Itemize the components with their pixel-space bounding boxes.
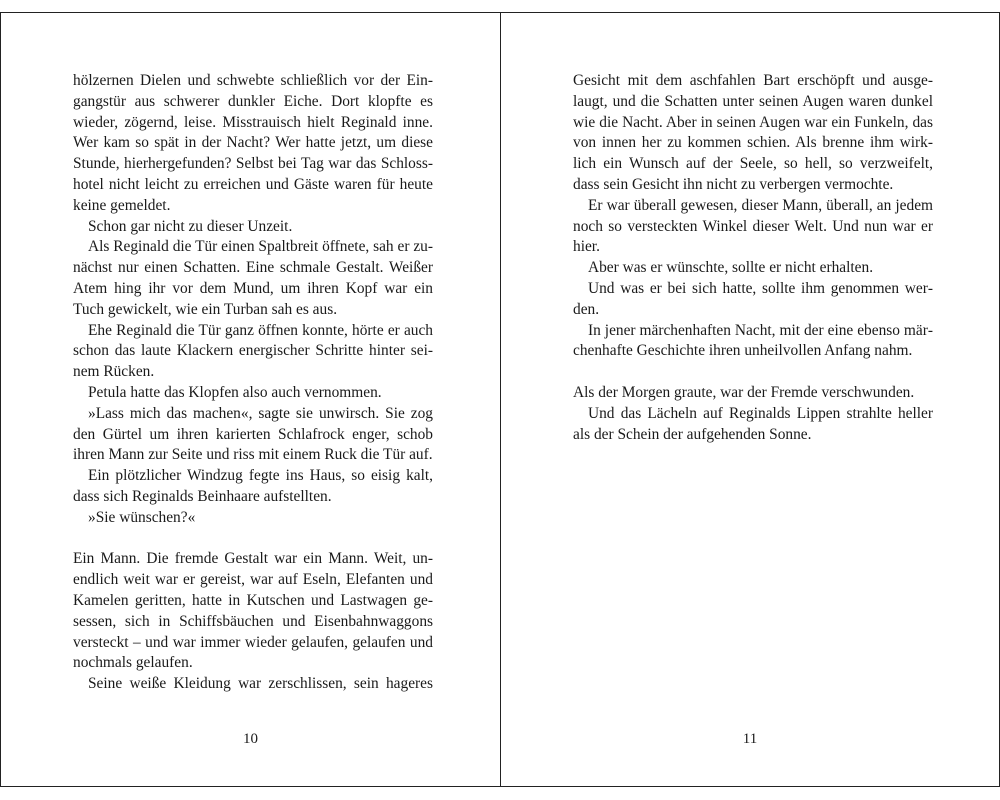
paragraph: Ein Mann. Die fremde Gestalt war ein Mann. Weit, unendlich weit war er gereist, war auf Eseln, Elefanten und Kamelen geritten, hatte in Kutschen und Lastwagen gesessen, sich in Schiffsbäuchen und Eisenbahnwaggons versteckt – und war immer wieder gelaufen, gelaufen und nochmals gelaufen. xyxy=(73,550,433,672)
section-break xyxy=(73,529,433,550)
paragraph: Gesicht mit dem aschfahlen Bart erschöpft und ausgelaugt, und die Schatten unter seinen Augen waren dunkel wie die Nacht. Aber in seinen Augen war ein Funkeln, das von innen her zu kommen schien. Als brenne ihm wirklich ein Wunsch auf der Seele, so hell, so verzweifelt, dass sein Gesicht ihn nicht zu verbergen vermochte. xyxy=(573,72,933,193)
page-number: 11 xyxy=(742,731,758,747)
paragraph: Und was er bei sich hatte, sollte ihm genommen werden. xyxy=(573,279,933,318)
right-page-text xyxy=(573,71,933,445)
paragraph: In jener märchenhaften Nacht, mit der eine ebenso märchenhafte Geschichte ihren unheilvollen Anfang nahm. xyxy=(573,321,933,360)
paragraph: Er war überall gewesen, dieser Mann, überall, an jedem noch so versteckten Winkel dieser Welt. Und nun war er hier. xyxy=(573,196,933,256)
paragraph: Petula hatte das Klopfen also auch vernommen. xyxy=(88,383,382,401)
paragraph: Seine weiße Kleidung war zerschlissen, sein hageres xyxy=(88,675,433,693)
paragraph: Und das Lächeln auf Reginalds Lippen strahlte heller als der Schein der aufgehenden Sonne. xyxy=(573,404,933,443)
paragraph: »Lass mich das machen«, sagte sie unwirsch. Sie zog den Gürtel um ihren karierten Schlafrock enger, schob ihren Mann zur Seite und riss mit einem Ruck die Tür auf. xyxy=(73,404,433,464)
left-page-text xyxy=(73,71,433,695)
paragraph: Aber was er wünschte, sollte er nicht erhalten. xyxy=(588,259,874,277)
right-page xyxy=(500,12,1000,787)
section-break xyxy=(573,362,933,383)
paragraph: hölzernen Dielen und schwebte schließlich vor der Eingangstür aus schwerer dunkler Eiche. Dort klopfte es wieder, zögernd, leise. Misstrauisch hielt Reginald inne. Wer kam so spät in der Nacht? Wer hatte jetzt, um diese Stunde, hierhergefunden? Selbst bei Tag war das Schlosshotel nicht leicht zu erreichen und Gäste waren für heute keine gemeldet. xyxy=(73,72,433,214)
page-number: 10 xyxy=(243,731,258,747)
paragraph: »Sie wünschen?« xyxy=(88,508,196,526)
left-page xyxy=(0,12,501,787)
paragraph: Schon gar nicht zu dieser Unzeit. xyxy=(88,217,293,235)
paragraph: Ehe Reginald die Tür ganz öffnen konnte, hörte er auch schon das laute Klackern energischer Schritte hinter seinem Rücken. xyxy=(73,321,433,381)
paragraph: Als Reginald die Tür einen Spaltbreit öffnete, sah er zunächst nur einen Schatten. Eine schmale Gestalt. Weißer Atem hing ihr vor dem Mund, um ihren Kopf war ein Tuch gewickelt, wie ein Turban sah es aus. xyxy=(73,238,433,318)
paragraph: Als der Morgen graute, war der Fremde verschwunden. xyxy=(573,383,915,401)
paragraph: Ein plötzlicher Windzug fegte ins Haus, so eisig kalt, dass sich Reginalds Beinhaare aufstellten. xyxy=(73,467,433,505)
